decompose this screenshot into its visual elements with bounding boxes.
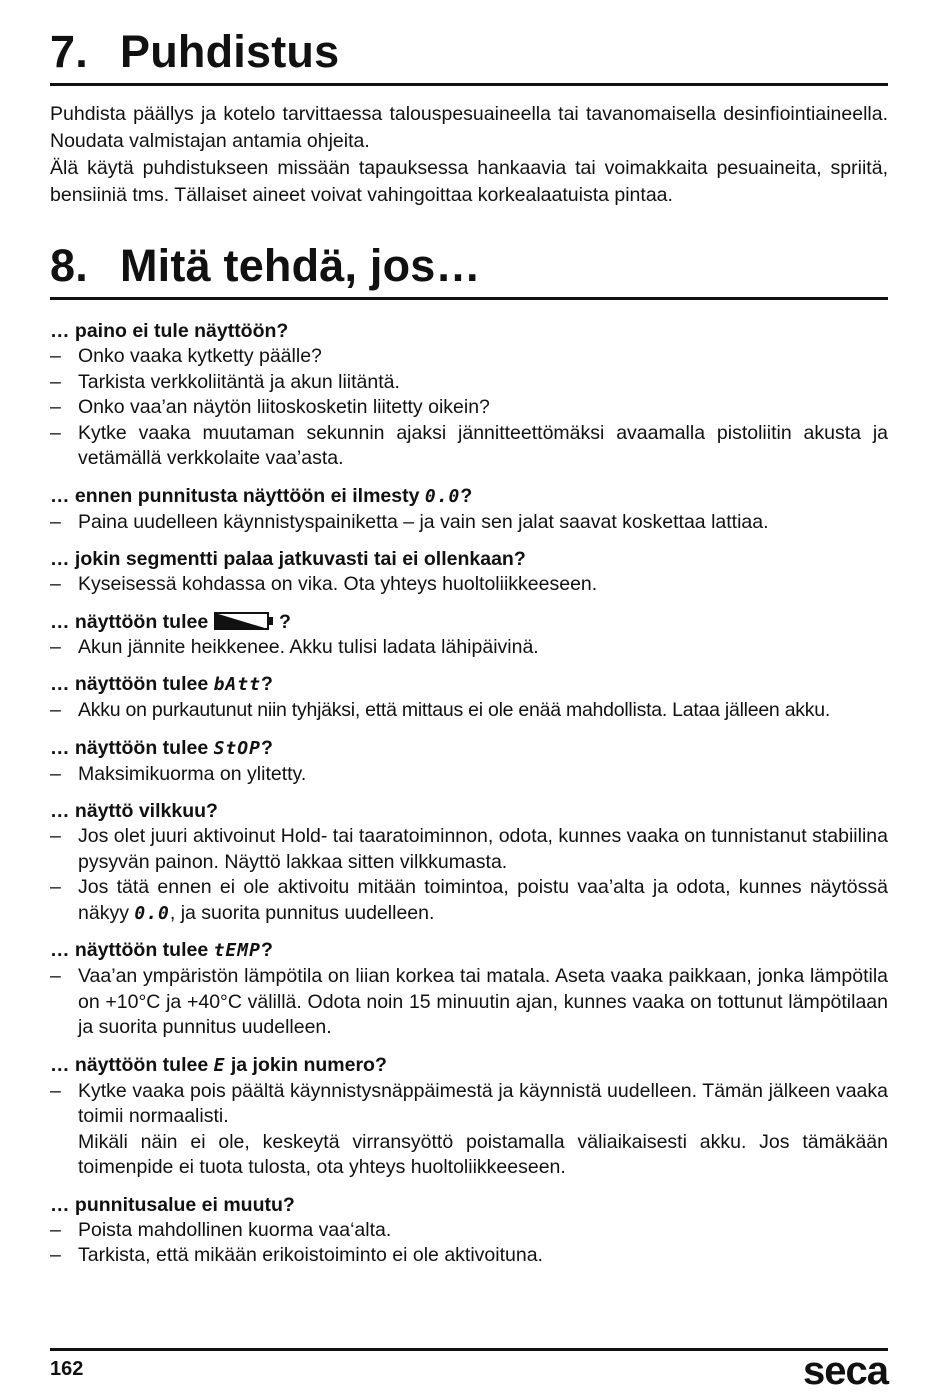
- question-heading: … paino ei tule näyttöön?: [50, 320, 289, 342]
- question-mark: ?: [260, 736, 273, 759]
- item-text: Kyseisessä kohdassa on vika. Ota yhteys huoltoliikkeeseen.: [78, 573, 598, 595]
- list-item: [50, 510, 888, 536]
- list-item: [50, 824, 888, 875]
- item-text: Mikäli näin ei ole, keskeytä virransyöttö poistamalla väliaikaisesti akku. Jos tämäkään toimenpide ei tuota tulosta, ota yhteys huoltoliikkeeseen.: [78, 1130, 888, 1178]
- item-text: Onko vaaka kytketty päälle?: [78, 345, 322, 367]
- question-heading: [50, 609, 888, 635]
- lcd-display-text: 0.0: [424, 485, 461, 507]
- list-item: [50, 875, 888, 926]
- list-item: [50, 1218, 888, 1244]
- dash: –: [50, 1079, 61, 1102]
- question-mark: ?: [279, 610, 291, 633]
- item-text: Akun jännite heikkenee. Akku tulisi ladata lähipäivinä.: [78, 635, 539, 658]
- list-item: [50, 395, 888, 421]
- item-text: Jos tätä ennen ei ole aktivoitu mitään toimintoa, poistu vaa’alta ja odota, kunnes näytössä näkyy: [78, 876, 888, 924]
- list-item: [50, 1079, 888, 1181]
- page-number: 162: [50, 1358, 84, 1380]
- item-text: Kytke vaaka pois päältä käynnistysnäppäimestä ja käynnistä uudelleen. Tämän jälkeen vaaka toimii normaalisti.: [78, 1079, 888, 1127]
- lcd-display-text: tEMP: [213, 940, 261, 961]
- list-item: [50, 344, 888, 370]
- footer-rule: [50, 1348, 888, 1351]
- dash: –: [50, 762, 61, 785]
- list-item: [50, 762, 888, 788]
- item-text: Tarkista verkkoliitäntä ja akun liitäntä.: [78, 370, 400, 393]
- dash: –: [50, 510, 61, 533]
- question-mark: ?: [460, 484, 473, 507]
- dash: –: [50, 1218, 61, 1241]
- dash: –: [50, 825, 61, 847]
- dash: –: [50, 876, 61, 898]
- dash: –: [50, 635, 61, 658]
- lcd-display-text: 0.0: [134, 902, 170, 924]
- item-text: Onko vaa’an näytön liitoskosketin liitetty oikein?: [78, 396, 490, 418]
- item-text: Jos olet juuri aktivoinut Hold- tai taaratoiminnon, odota, kunnes vaaka on tunnistanut stabiilina pysyvän painon. Näyttö lakkaa sitten vilkkumasta.: [78, 825, 888, 873]
- question-heading: … näyttö vilkkuu?: [50, 800, 218, 822]
- question-heading: [50, 1052, 888, 1079]
- question-mark: ?: [260, 939, 273, 961]
- section-title: Mitä tehdä, jos…: [120, 240, 481, 291]
- item-text: Tarkista, että mikään erikoistoiminto ei ole aktivoituna.: [78, 1244, 543, 1266]
- question-text: … näyttöön tulee: [50, 610, 214, 633]
- dash: –: [50, 573, 61, 595]
- battery-low-icon: [214, 612, 274, 630]
- dash: –: [50, 1244, 61, 1266]
- list-item: [50, 964, 888, 1041]
- question-heading: … punnitusalue ei muutu?: [50, 1193, 295, 1216]
- question-text: … näyttöön tulee: [50, 939, 214, 961]
- item-text: Vaa’an ympäristön lämpötila on liian korkea tai matala. Aseta vaaka paikkaan, jonka lämpötila on +10°C ja +40°C välillä. Odota noin 15 minuutin ajan, kunnes vaaka on tottunut lämpötilaan ja suorita punnitus uudelleen.: [78, 965, 888, 1038]
- item-text: , ja suorita punnitus uudelleen.: [169, 901, 435, 924]
- item-text: Poista mahdollinen kuorma vaa‘alta.: [78, 1218, 392, 1241]
- question-heading: [50, 483, 888, 510]
- list-item: [50, 370, 888, 396]
- list-item: [50, 421, 888, 472]
- item-text: Kytke vaaka muutaman sekunnin ajaksi jännitteettömäksi avaamalla pistoliitin akusta ja vetämällä verkkolaite vaa’asta.: [78, 421, 888, 469]
- list-item: [50, 698, 888, 724]
- paragraph: Älä käytä puhdistukseen missään tapauksessa hankaavia tai voimakkaita pesuaineita, spriitä, bensiiniä tms. Tällaiset aineet voivat vahingoittaa korkealaatuista pintaa.: [50, 157, 888, 206]
- section-number: 7.: [50, 26, 88, 77]
- page-footer: [50, 1348, 888, 1393]
- section-7-heading: [50, 26, 888, 78]
- dash: –: [50, 396, 61, 418]
- dash: –: [50, 965, 61, 987]
- question-heading: [50, 937, 888, 964]
- dash: –: [50, 370, 61, 393]
- question-text: … ennen punnitusta näyttöön ei ilmesty: [50, 484, 425, 507]
- lcd-display-text: bAtt: [213, 674, 261, 695]
- question-mark: ?: [260, 673, 273, 695]
- item-text: Maksimikuorma on ylitetty.: [78, 762, 307, 785]
- dash: –: [50, 699, 61, 721]
- question-heading: … jokin segmentti palaa jatkuvasti tai ei ollenkaan?: [50, 548, 526, 570]
- list-item: [50, 1243, 888, 1269]
- section-8-heading: [50, 240, 888, 292]
- question-text: … näyttöön tulee: [50, 736, 214, 759]
- question-heading: [50, 735, 888, 762]
- dash: –: [50, 421, 61, 444]
- question-text: … näyttöön tulee: [50, 673, 214, 695]
- paragraph: Puhdista päällys ja kotelo tarvittaessa talouspesuaineella tai tavanomaisella desinfiointiaineella. Noudata valmistajan antamia ohjeita.: [50, 103, 888, 152]
- question-heading: [50, 671, 888, 698]
- section-title: Puhdistus: [120, 26, 340, 77]
- item-text: Paina uudelleen käynnistyspainiketta – ja vain sen jalat saavat koskettaa lattiaa.: [78, 510, 769, 533]
- item-text: Akku on purkautunut niin tyhjäksi, että mittaus ei ole enää mahdollista. Lataa jälleen akku.: [78, 699, 831, 721]
- lcd-display-text: E: [213, 1054, 226, 1076]
- list-item: [50, 572, 888, 598]
- question-text: … näyttöön tulee: [50, 1053, 214, 1076]
- page: [50, 0, 888, 1269]
- dash: –: [50, 345, 61, 367]
- seca-logo: seca: [803, 1349, 888, 1393]
- question-text: ja jokin numero?: [225, 1053, 387, 1076]
- list-item: [50, 635, 888, 661]
- section-number: 8.: [50, 240, 88, 291]
- lcd-display-text: StOP: [213, 737, 261, 759]
